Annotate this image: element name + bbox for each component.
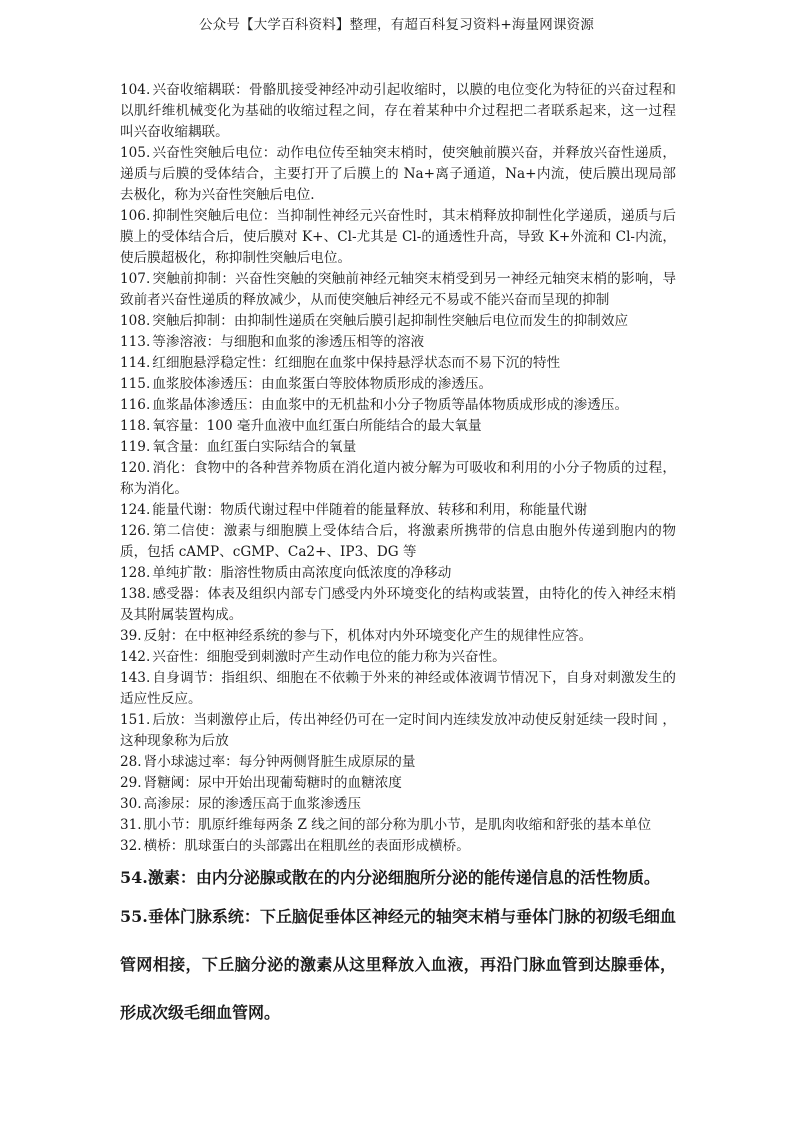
entry-113: 113. 等渗溶液：与细胞和血浆的渗透压相等的溶液: [120, 334, 425, 350]
entry-31: 31. 肌小节：肌原纤维每两条 Z 线之间的部分称为肌小节，是肌肉收缩和舒张的基本单位: [120, 817, 652, 833]
entry-28: 28. 肾小球滤过率：每分钟两侧肾脏生成原尿的量: [120, 754, 416, 770]
entry-104: 104. 兴奋收缩耦联：骨骼肌接受神经冲动引起收缩时，以膜的电位变化为特征的兴奋过程和以肌纤维机械变化为基础的收缩过程之间，存在着某种中介过程把二者联系起来，这一过程叫兴奋收缩耦联。: [120, 82, 676, 140]
entry-151: 151. 后放：当刺激停止后，传出神经仍可在一定时间内连续发放冲动使反射延续一段时间 ，这种现象称为后放: [120, 712, 676, 749]
entry-108: 108. 突触后抑制：由抑制性递质在突触后膜引起抑制性突触后电位而发生的抑制效应: [120, 313, 629, 329]
entry-106: 106. 抑制性突触后电位：当抑制性神经元兴奋性时，其末梢释放抑制性化学递质，递质与后膜上的受体结合后，使后膜对 K+、Cl-尤其是 Cl-的通透性升高，导致 K+外流和 Cl-内流，使后膜超极化，称抑制性突触后电位。: [120, 208, 676, 266]
entry-114: 114. 红细胞悬浮稳定性：红细胞在血浆中保持悬浮状态而不易下沉的特性: [120, 355, 561, 371]
entry-126: 126. 第二信使：激素与细胞膜上受体结合后，将激素所携带的信息由胞外传递到胞内的物质，包括 cAMP、cGMP、Ca2+、IP3、DG 等: [120, 523, 676, 560]
entry-119: 119. 氧含量：血红蛋白实际结合的氧量: [120, 439, 357, 455]
bold-entry-55: 55.垂体门脉系统：下丘脑促垂体区神经元的轴突末梢与垂体门脉的初级毛细血管网相接，下丘脑分泌的激素从这里释放入血液，再沿门脉血管到达腺垂体，形成次级毛细血管网。: [120, 907, 676, 1022]
entry-116: 116. 血浆晶体渗透压：由血浆中的无机盐和小分子物质等晶体物质成形成的渗透压。: [120, 397, 629, 413]
entry-138: 138. 感受器：体表及组织内部专门感受内外环境变化的结构或装置，由特化的传入神经末梢及其附属装置构成。: [120, 586, 676, 623]
entry-107: 107. 突触前抑制：兴奋性突触的突触前神经元轴突末梢受到另一神经元轴突末梢的影响，导致前者兴奋性递质的释放减少，从而使突触后神经元不易或不能兴奋而呈现的抑制: [120, 271, 676, 308]
entry-29: 29. 肾糖阈：尿中开始出现葡萄糖时的血糖浓度: [120, 775, 402, 791]
entry-32: 32. 横桥：肌球蛋白的头部露出在粗肌丝的表面形成横桥。: [120, 838, 470, 854]
entry-142: 142. 兴奋性：细胞受到刺激时产生动作电位的能力称为兴奋性。: [120, 649, 506, 665]
entry-30: 30. 高渗尿：尿的渗透压高于血浆渗透压: [120, 796, 362, 812]
entry-118: 118. 氧容量：100 毫升血液中血红蛋白所能结合的最大氧量: [120, 418, 482, 434]
document-body: [120, 80, 676, 1037]
entry-39: 39. 反射：在中枢神经系统的参与下，机体对内外环境变化产生的规律性应答。: [120, 628, 593, 644]
entry-120: 120. 消化：食物中的各种营养物质在消化道内被分解为可吸收和利用的小分子物质的过程，称为消化。: [120, 460, 676, 497]
entry-124: 124. 能量代谢：物质代谢过程中伴随着的能量释放、转移和利用，称能量代谢: [120, 502, 588, 518]
entry-105: 105. 兴奋性突触后电位：动作电位传至轴突末梢时，使突触前膜兴奋，并释放兴奋性递质，递质与后膜的受体结合，主要打开了后膜上的 Na+离子通道，Na+内流，使后膜出现局部去极化，称为兴奋性突触后电位.: [120, 145, 676, 203]
page-header: 公众号【大学百科资料】整理，有超百科复习资料+海量网课资源: [198, 17, 595, 33]
entry-128: 128. 单纯扩散：脂溶性物质由高浓度向低浓度的净移动: [120, 565, 452, 581]
entry-115: 115. 血浆胶体渗透压：由血浆蛋白等胶体物质形成的渗透压。: [120, 376, 493, 392]
entry-143: 143. 自身调节：指组织、细胞在不依赖于外来的神经或体液调节情况下，自身对刺激发生的适应性反应。: [120, 670, 676, 707]
bold-entry-54: 54.激素：由内分泌腺或散在的内分泌细胞所分泌的能传递信息的活性物质。: [120, 868, 660, 887]
